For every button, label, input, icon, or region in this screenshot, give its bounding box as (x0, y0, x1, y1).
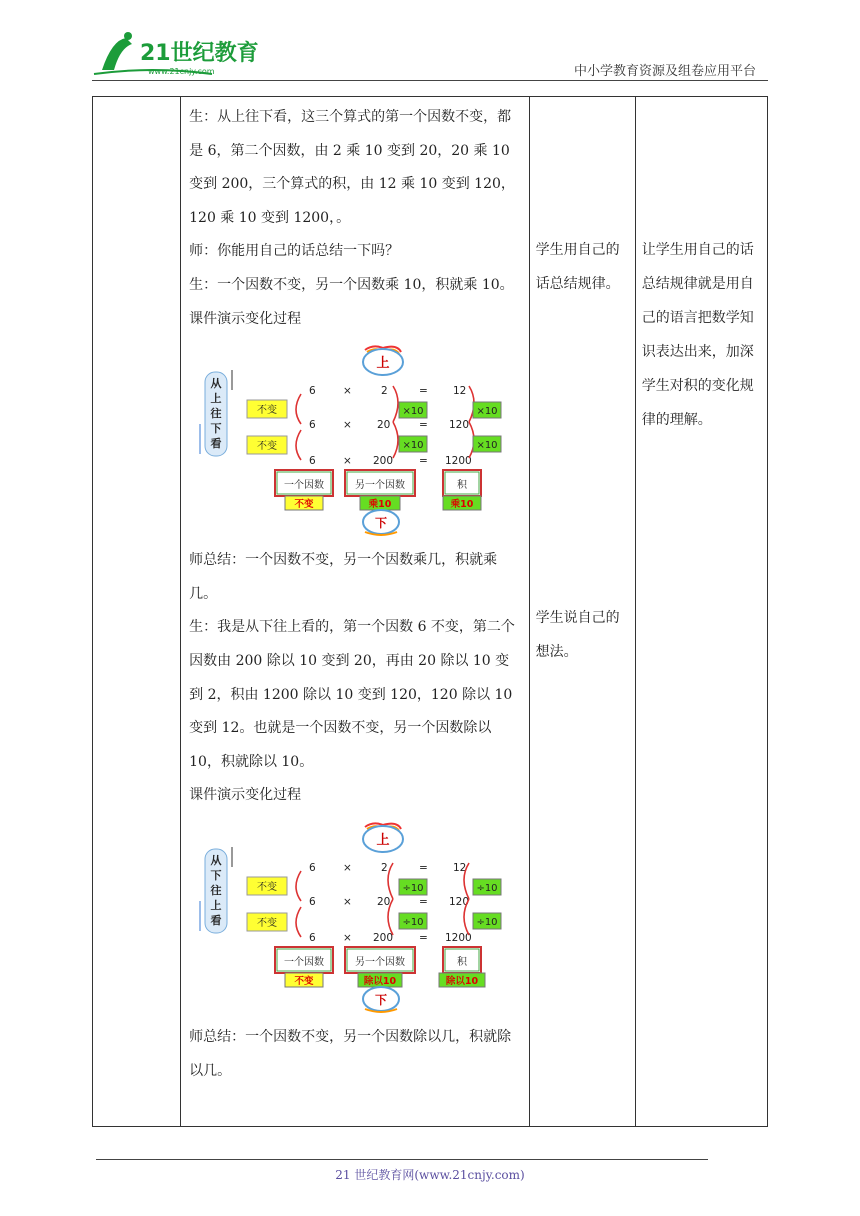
tag-label: 不变 (257, 441, 278, 453)
svg-text:1200: 1200 (445, 931, 472, 944)
lesson-table (92, 96, 768, 1127)
svg-text:乘10: 乘10 (450, 499, 474, 511)
diagram-svg (197, 342, 517, 538)
paragraph: 生：一个因数不变，另一个因数乘 10，积就乘 10。 (189, 276, 514, 293)
op-tag-label: ÷10 (476, 916, 498, 928)
site-logo (92, 30, 292, 80)
design-intent-text: 让学生用自己的话总结规律就是用自己的语言把数学知识表达出来，加深学生对积的变化规律的理解。 (641, 242, 754, 428)
svg-text:=: = (419, 895, 428, 908)
paragraph: 师：你能用自己的话总结一下吗？ (189, 243, 400, 260)
svg-text:×: × (343, 861, 352, 874)
svg-text:除以10: 除以10 (446, 975, 479, 987)
header-divider (92, 80, 768, 81)
op-tag-label: ÷10 (476, 882, 498, 894)
svg-text:2: 2 (381, 861, 388, 874)
svg-text:=: = (419, 385, 428, 398)
svg-text:积: 积 (457, 956, 468, 968)
cloud-bottom-label: 下 (375, 516, 388, 531)
op-tag-label: ×10 (476, 440, 498, 452)
svg-text:×: × (343, 931, 352, 944)
svg-text:=: = (419, 931, 428, 944)
svg-text:6: 6 (309, 861, 316, 874)
side-label-char: 下 (210, 422, 222, 436)
svg-text:200: 200 (373, 931, 394, 944)
side-label-char: 上 (210, 392, 222, 406)
svg-text:6: 6 (309, 385, 316, 398)
tag-label: 不变 (257, 405, 278, 417)
svg-text:×: × (343, 419, 352, 432)
side-label-char: 下 (210, 868, 222, 882)
runner-icon (102, 38, 132, 70)
svg-text:6: 6 (309, 455, 316, 468)
svg-text:20: 20 (377, 895, 391, 908)
side-label-char: 看 (210, 437, 222, 451)
svg-text:乘10: 乘10 (368, 499, 392, 511)
paragraph: 课件演示变化过程 (189, 310, 302, 327)
tag-label: 不变 (257, 881, 278, 893)
svg-text:另一个因数: 另一个因数 (355, 956, 406, 968)
svg-text:20: 20 (377, 419, 391, 432)
svg-text:120: 120 (449, 895, 470, 908)
svg-text:6: 6 (309, 419, 316, 432)
svg-text:6: 6 (309, 931, 316, 944)
diagram-svg (197, 819, 517, 1015)
svg-text:6: 6 (309, 895, 316, 908)
site-title: 中小学教育资源及组卷应用平台 (573, 64, 756, 79)
footer-divider (96, 1159, 708, 1160)
student-activity-2: 学生说自己的想法。 (535, 610, 620, 660)
svg-text:1200: 1200 (445, 455, 472, 468)
tag-label: 不变 (257, 917, 278, 929)
paragraph: 生：我是从下往上看的，第一个因数 6 不变，第二个因数由 200 除以 10 变到 20，再由 20 除以 10 变到 2，积由 1200 除以 10 变到 120，120 除以 10 变到 12。也就是一个因数不变，另一个因数除以 10，积就除以 10。 (189, 619, 515, 770)
logo-text: 21世纪教育 (140, 41, 259, 66)
svg-text:200: 200 (373, 455, 394, 468)
svg-text:一个因数: 一个因数 (284, 956, 325, 968)
op-tag-label: ÷10 (402, 916, 424, 928)
svg-text:=: = (419, 861, 428, 874)
side-label-char: 从 (210, 377, 222, 391)
paragraph: 师总结：一个因数不变，另一个因数除以几，积就除以几。 (189, 1028, 512, 1079)
stage-cell (93, 97, 181, 1127)
side-label-char: 看 (210, 913, 222, 927)
courseware-diagram-multiply (189, 342, 521, 538)
svg-text:12: 12 (453, 385, 467, 398)
design-intent-cell (635, 97, 767, 1127)
svg-text:不变: 不变 (294, 499, 314, 511)
paragraph: 生：从上往下看，这三个算式的第一个因数不变，都是 6，第二个因数，由 2 乘 10 变到 20，20 乘 10 变到 200，三个算式的积，由 12 乘 10 变到 120，120 乘 10 变到 1200，。 (189, 109, 515, 226)
side-label-char: 上 (210, 898, 222, 912)
svg-text:不变: 不变 (294, 975, 314, 987)
svg-text:另一个因数: 另一个因数 (355, 480, 406, 492)
svg-text:=: = (419, 455, 428, 468)
teacher-activity-cell (181, 97, 530, 1127)
logo-url: www.21cnjy.com (148, 67, 215, 76)
student-activity-cell (529, 97, 635, 1127)
courseware-diagram-divide (189, 819, 521, 1015)
side-label-char: 往 (210, 407, 222, 421)
op-tag-label: ×10 (402, 406, 424, 418)
svg-text:120: 120 (449, 419, 470, 432)
svg-text:除以10: 除以10 (364, 975, 397, 987)
cloud-top-label: 上 (376, 356, 390, 372)
paragraph: 课件演示变化过程 (189, 787, 302, 804)
svg-text:×: × (343, 895, 352, 908)
cloud-top-label: 上 (376, 832, 390, 848)
svg-text:=: = (419, 419, 428, 432)
side-label-char: 往 (210, 883, 222, 897)
page-footer: 21 世纪教育网(www.21cnjy.com) (335, 1168, 525, 1182)
op-tag-label: ÷10 (402, 882, 424, 894)
student-activity-1: 学生用自己的话总结规律。 (535, 242, 620, 292)
svg-text:12: 12 (453, 861, 467, 874)
page-header (0, 0, 860, 90)
side-label-char: 从 (210, 853, 222, 867)
table-row (93, 97, 768, 1127)
cloud-bottom-label: 下 (375, 992, 388, 1007)
svg-text:×: × (343, 385, 352, 398)
op-tag-label: ×10 (402, 440, 424, 452)
svg-text:一个因数: 一个因数 (284, 480, 325, 492)
svg-text:积: 积 (457, 480, 468, 492)
svg-text:2: 2 (381, 385, 388, 398)
svg-text:×: × (343, 455, 352, 468)
op-tag-label: ×10 (476, 406, 498, 418)
paragraph: 师总结：一个因数不变，另一个因数乘几，积就乘几。 (189, 552, 498, 602)
